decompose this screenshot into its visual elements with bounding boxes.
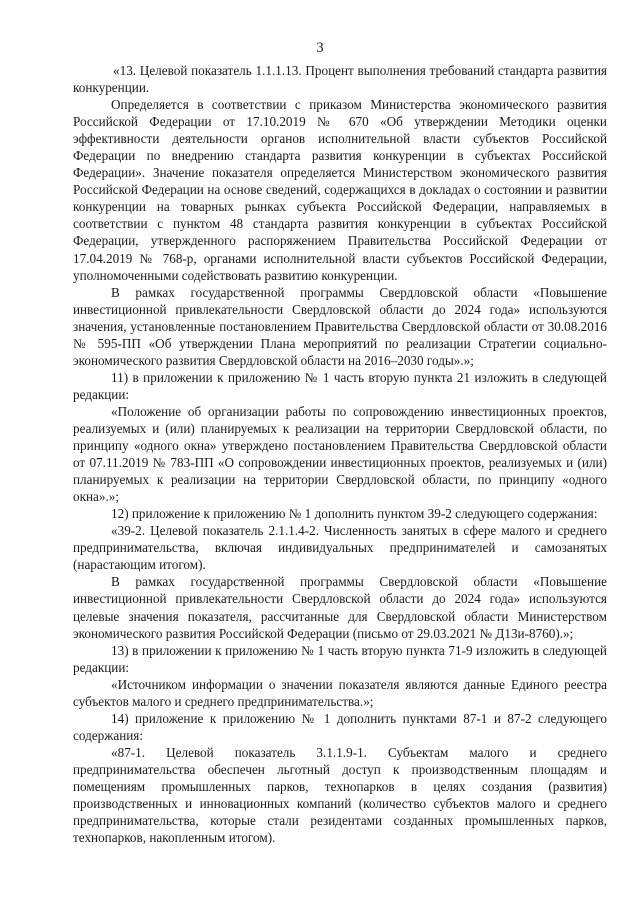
paragraph-program-values-595pp: В рамках государственной программы Свердловской области «Повышение инвестиционной привлекательности Свердловской области до 2024 года» используются значения, установленные постановлением Правительства Свердловской области от 30.08.2016 № 595-ПП «Об утверждении Плана мероприятий по реализации Стратегии социально-экономического развития Свердловской области на 2016–2030 годы».»; xyxy=(73,284,607,368)
paragraph-indicator-87-1: «87-1. Целевой показатель 3.1.1.9-1. Субъектам малого и среднего предпринимательства обеспечен льготный доступ к производственным площадям и помещениям промышленных парков, технопарков в целях создания (развития) производственных и инновационных компаний (количество субъектов малого и среднего предпринимательства, которые стали резидентами созданных промышленных парков, технопарков, накопленным итогом). xyxy=(73,744,607,846)
paragraph-indicator-1-1-1-13: «13. Целевой показатель 1.1.1.13. Процент выполнения требований стандарта развития конкуренции. xyxy=(73,63,607,96)
paragraph-amendment-13: 13) в приложении к приложению № 1 часть вторую пункта 71-9 изложить в следующей редакции: xyxy=(73,642,607,675)
paragraph-one-window-regulation: «Положение об организации работы по сопровождению инвестиционных проектов, реализуемых и (или) планируемых к реализации на территории Свердловской области, по принципу «одного окна» утверждено постановлением Правительства Свердловской области от 07.11.2019 № 783-ПП «О сопровождении инвестиционных проектов, реализуемых и (или) планируемых к реализации на территории Свердловской области, по принципу «одного окна».»; xyxy=(73,403,607,505)
paragraph-information-source: «Источником информации о значении показателя являются данные Единого реестра субъектов малого и среднего предпринимательства.»; xyxy=(73,676,607,709)
paragraph-amendment-12: 12) приложение к приложению № 1 дополнить пунктом 39-2 следующего содержания: xyxy=(111,506,598,522)
page-number: 3 xyxy=(316,40,324,56)
paragraph-indicator-39-2: «39-2. Целевой показатель 2.1.1.4-2. Численность занятых в сфере малого и среднего предпринимательства, включая индивидуальных предпринимателей и самозанятых (нарастающим итогом). xyxy=(73,523,607,573)
paragraph-amendment-11: 11) в приложении к приложению № 1 часть вторую пункта 21 изложить в следующей редакции: xyxy=(73,369,607,402)
document-body xyxy=(73,62,607,846)
paragraph-amendment-14: 14) приложение к приложению № 1 дополнить пунктами 87-1 и 87-2 следующего содержания: xyxy=(73,710,607,743)
paragraph-definition-order-670: Определяется в соответствии с приказом Министерства экономического развития Российской Федерации от 17.10.2019 № 670 «Об утверждении Методики оценки эффективности деятельности органов исполнительной власти субъектов Российской Федерации по внедрению стандарта развития конкуренции в субъектах Российской Федерации». Значение показателя определяется Министерством экономического развития Российской Федерации на основе сведений, содержащихся в докладах о состоянии и развитии конкуренции на товарных рынках субъекта Российской Федерации, направляемых в соответствии с пунктом 48 стандарта развития конкуренции в субъектах Российской Федерации, утвержденного распоряжением Правительства Российской Федерации от 17.04.2019 № 768-р, органами исполнительной власти субъектов Российской Федерации, уполномоченными содействовать развитию конкуренции. xyxy=(73,97,607,283)
paragraph-program-target-values: В рамках государственной программы Свердловской области «Повышение инвестиционной привлекательности Свердловской области до 2024 года» используются целевые значения показателя, рассчитанные для Свердловской области Министерством экономического развития Российской Федерации (письмо от 29.03.2021 № Д13и-8760).»; xyxy=(73,574,607,641)
